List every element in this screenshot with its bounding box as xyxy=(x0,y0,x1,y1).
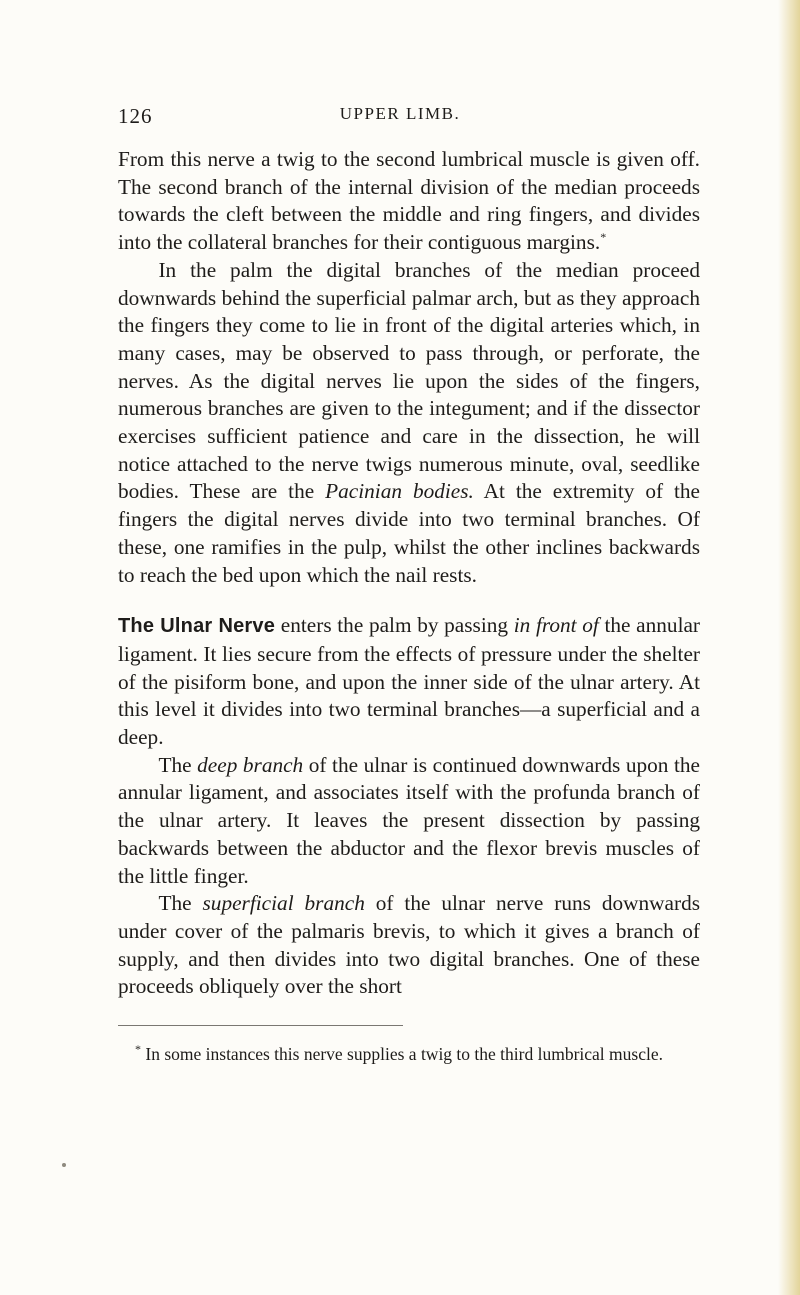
body-text xyxy=(118,146,700,1001)
footnote-text: In some instances this nerve supplies a twig to the third lumbrical muscle. xyxy=(145,1044,663,1064)
paper-speck xyxy=(62,1163,66,1167)
paragraph-5-start: The xyxy=(158,891,192,916)
paragraph-2-text: In the palm the digital branches of the median proceed downwards behind the superficial palmar arch, but as they approach the fingers they come to lie in front of the digital arteries which, in many cases, may be observed to pass through, or perforate, the nerves. As the digital nerves lie upon the sides of the fingers, numerous branches are given to the integument; and if the dissector exercises sufficient patience and care in the dissection, he will notice attached to the nerve twigs numerous minute, oval, seedlike bodies. These are the xyxy=(118,257,700,504)
paragraph-3-text: enters the palm by passing xyxy=(280,613,509,638)
paragraph-4-text: of the ulnar is continued downwards upon the annular ligament, and associates itself with the profunda branch of the ulnar artery. It leaves the present dissection by passing backwards between the abductor and the flexor brevis muscles of the little finger. xyxy=(118,752,701,888)
paragraph-5-text: of the ulnar nerve runs downwards under cover of the palmaris brevis, to which it gives a branch of supply, and then divides into two digital branches. One of these proceeds obliquely over the short xyxy=(118,891,701,999)
paragraph-2-continuation: At the extremity of the fingers the digital nerves divide into two terminal branches. Of these, one ramifies in the pulp, whilst the other inclines backwards to reach the bed upon which the nail rests. xyxy=(118,479,701,587)
pacinian-bodies-term: Pacinian bodies. xyxy=(325,479,474,504)
paragraph-4 xyxy=(118,752,700,891)
paragraph-1-text: From this nerve a twig to the second lumbrical muscle is given off. The second branch of the internal division of the median proceeds towards the cleft between the middle and ring fingers, and divides into the collateral branches for their contiguous margins. xyxy=(118,147,700,255)
paragraph-4-start: The xyxy=(158,752,192,777)
deep-branch-term: deep branch xyxy=(197,752,304,777)
superficial-branch-term: superficial branch xyxy=(202,891,365,916)
footnote xyxy=(118,1041,700,1067)
paragraph-3-continuation: the annular ligament. It lies secure from the effects of pressure under the shelter of the pisiform bone, and upon the inner side of the ulnar artery. At this level it divides into two terminal branches—a superficial and a deep. xyxy=(118,613,701,750)
footnote-rule xyxy=(118,1025,403,1026)
ulnar-nerve-heading: The Ulnar Nerve xyxy=(118,615,276,638)
paragraph-2 xyxy=(118,257,700,589)
paragraph-5 xyxy=(118,890,700,1001)
running-head: UPPER LIMB. xyxy=(339,104,461,123)
page-number: 126 xyxy=(118,104,153,128)
footnote-reference: * xyxy=(600,230,607,245)
paragraph-1 xyxy=(118,146,700,257)
paragraph-3 xyxy=(118,612,700,752)
in-front-of-term: in front of xyxy=(513,613,599,638)
footnote-marker: * xyxy=(135,1042,141,1057)
page-edge xyxy=(778,0,800,1295)
